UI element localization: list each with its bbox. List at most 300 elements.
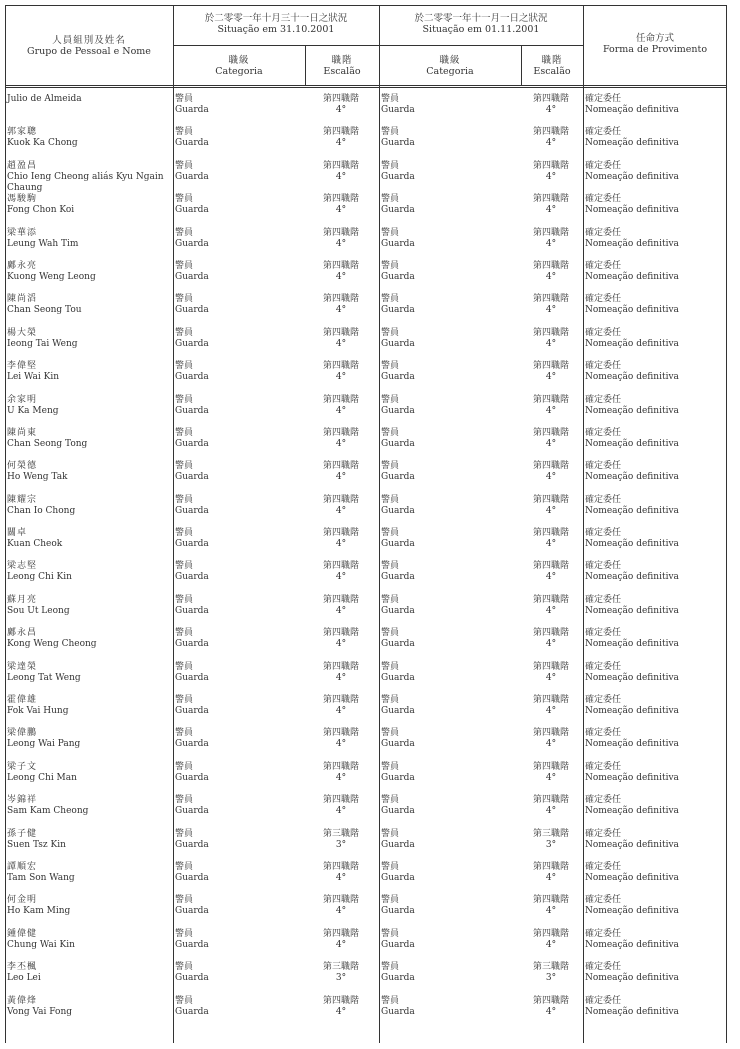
categoria-after-cell: [381, 695, 521, 717]
categoria-pt: Guarda: [175, 205, 209, 216]
name-zh: 楊大榮: [7, 327, 38, 338]
escalao-value: 4°: [335, 405, 347, 416]
name-pt: Suen Tsz Kin: [7, 839, 66, 850]
forma-cell: [585, 996, 725, 1018]
escalao-zh: 第四職階: [322, 294, 359, 305]
escalao-value: 4°: [545, 739, 557, 750]
header-categoria-pt: Categoria: [215, 66, 263, 77]
name-zh: 黃偉烽: [7, 995, 38, 1006]
forma-pt: Nomeação definitiva: [585, 539, 679, 550]
categoria-zh: 警員: [381, 427, 400, 438]
escalao-value: 4°: [335, 539, 347, 550]
categoria-pt: Guarda: [381, 572, 415, 583]
escalao-zh: 第四職階: [532, 895, 569, 906]
forma-cell: [585, 662, 725, 684]
categoria-pt: Guarda: [381, 238, 415, 249]
categoria-zh: 警員: [381, 394, 400, 405]
escalao-zh: 第四職階: [322, 127, 359, 138]
name-zh: 譚順宏: [7, 861, 38, 872]
categoria-pt: Guarda: [381, 639, 415, 650]
escalao-before-cell: [305, 127, 377, 149]
categoria-zh: 警員: [175, 728, 194, 739]
forma-cell: [585, 461, 725, 483]
categoria-zh: 警員: [381, 194, 400, 205]
header-situation-before-pt: Situação em 31.10.2001: [217, 24, 335, 35]
name-cell: [7, 996, 172, 1018]
categoria-after-cell: [381, 294, 521, 316]
forma-cell: [585, 795, 725, 817]
escalao-zh: 第四職階: [532, 260, 569, 271]
categoria-zh: 警員: [175, 327, 194, 338]
escalao-before-cell: [305, 628, 377, 650]
escalao-value: 3°: [545, 839, 557, 850]
categoria-before-cell: [175, 361, 305, 383]
escalao-zh: 第四職階: [532, 795, 569, 806]
name-pt: Chan Seong Tou: [7, 305, 82, 316]
name-cell: [7, 528, 172, 550]
forma-zh: 確定委任: [585, 795, 622, 806]
categoria-pt: Guarda: [175, 639, 209, 650]
escalao-zh: 第四職階: [322, 928, 359, 939]
categoria-pt: Guarda: [175, 305, 209, 316]
name-pt: Chio Ieng Cheong aliás Kyu Ngain Chaung: [7, 171, 164, 193]
categoria-before-cell: [175, 695, 305, 717]
forma-pt: Nomeação definitiva: [585, 906, 679, 917]
name-cell: [7, 561, 172, 583]
name-zh: 陳耀宗: [7, 494, 38, 505]
categoria-before-cell: [175, 728, 305, 750]
forma-zh: 確定委任: [585, 661, 622, 672]
escalao-value: 4°: [545, 672, 557, 683]
escalao-after-cell: [521, 628, 581, 650]
categoria-after-cell: [381, 962, 521, 984]
name-cell: [7, 127, 172, 149]
table-row: [5, 491, 727, 524]
escalao-value: 4°: [545, 305, 557, 316]
categoria-zh: 警員: [175, 127, 194, 138]
categoria-before-cell: [175, 328, 305, 350]
escalao-zh: 第四職階: [532, 628, 569, 639]
categoria-zh: 警員: [175, 461, 194, 472]
escalao-zh: 第四職階: [532, 394, 569, 405]
forma-cell: [585, 728, 725, 750]
categoria-pt: Guarda: [175, 505, 209, 516]
escalao-zh: 第四職階: [322, 594, 359, 605]
escalao-before-cell: [305, 695, 377, 717]
categoria-zh: 警員: [175, 427, 194, 438]
categoria-pt: Guarda: [381, 906, 415, 917]
categoria-pt: Guarda: [175, 872, 209, 883]
name-zh: 陳尚東: [7, 427, 38, 438]
name-cell: [7, 94, 172, 105]
escalao-before-cell: [305, 94, 377, 116]
forma-cell: [585, 762, 725, 784]
escalao-after-cell: [521, 194, 581, 216]
name-pt: Sou Ut Leong: [7, 605, 70, 616]
escalao-before-cell: [305, 194, 377, 216]
categoria-zh: 警員: [175, 194, 194, 205]
name-zh: 郭家聰: [7, 127, 38, 138]
header-categoria-before: [173, 55, 305, 77]
forma-zh: 確定委任: [585, 561, 622, 572]
categoria-zh: 警員: [175, 294, 194, 305]
forma-cell: [585, 895, 725, 917]
categoria-before-cell: [175, 94, 305, 116]
table-row: [5, 190, 727, 223]
table-row: [5, 224, 727, 257]
escalao-zh: 第四職階: [532, 227, 569, 238]
categoria-zh: 警員: [175, 561, 194, 572]
escalao-zh: 第四職階: [322, 394, 359, 405]
name-pt: Chung Wai Kin: [7, 939, 75, 950]
personnel-table: [5, 5, 727, 1043]
categoria-pt: Guarda: [381, 472, 415, 483]
escalao-value: 4°: [545, 372, 557, 383]
name-zh: 陳尚滔: [7, 294, 38, 305]
forma-zh: 確定委任: [585, 628, 622, 639]
escalao-before-cell: [305, 428, 377, 450]
forma-cell: [585, 194, 725, 216]
name-pt: Fong Chon Koi: [7, 205, 75, 216]
header-name-pt: Grupo de Pessoal e Nome: [27, 46, 151, 57]
categoria-zh: 警員: [381, 628, 400, 639]
table-row: [5, 925, 727, 958]
categoria-zh: 警員: [381, 294, 400, 305]
name-cell: [7, 895, 172, 917]
categoria-zh: 警員: [175, 260, 194, 271]
table-row: [5, 691, 727, 724]
forma-cell: [585, 962, 725, 984]
table-row: [5, 457, 727, 490]
categoria-pt: Guarda: [381, 438, 415, 449]
forma-zh: 確定委任: [585, 194, 622, 205]
categoria-after-cell: [381, 127, 521, 149]
categoria-after-cell: [381, 194, 521, 216]
escalao-value: 4°: [335, 1006, 347, 1017]
categoria-pt: Guarda: [381, 305, 415, 316]
forma-cell: [585, 294, 725, 316]
categoria-after-cell: [381, 795, 521, 817]
name-pt: Kuok Ka Chong: [7, 138, 78, 149]
forma-pt: Nomeação definitiva: [585, 271, 679, 282]
categoria-pt: Guarda: [381, 939, 415, 950]
name-zh: 梁子文: [7, 761, 38, 772]
name-zh: 李丕楓: [7, 962, 38, 973]
escalao-zh: 第四職階: [322, 361, 359, 372]
categoria-zh: 警員: [175, 528, 194, 539]
escalao-value: 3°: [335, 839, 347, 850]
categoria-before-cell: [175, 829, 305, 851]
escalao-value: 4°: [335, 238, 347, 249]
categoria-zh: 警員: [175, 828, 194, 839]
categoria-after-cell: [381, 561, 521, 583]
escalao-value: 4°: [335, 271, 347, 282]
escalao-zh: 第四職階: [532, 861, 569, 872]
categoria-zh: 警員: [381, 761, 400, 772]
escalao-zh: 第四職階: [322, 661, 359, 672]
name-zh: 岑錦祥: [7, 795, 38, 806]
header-categoria-zh: 職級: [228, 55, 250, 66]
name-pt: Vong Vai Fong: [7, 1006, 73, 1017]
forma-pt: Nomeação definitiva: [585, 706, 679, 717]
header-name-zh: 人員組別及姓名: [52, 35, 126, 46]
categoria-zh: 警員: [381, 928, 400, 939]
forma-zh: 確定委任: [585, 127, 622, 138]
forma-pt: Nomeação definitiva: [585, 672, 679, 683]
name-cell: [7, 595, 172, 617]
escalao-after-cell: [521, 127, 581, 149]
forma-cell: [585, 94, 725, 116]
forma-cell: [585, 495, 725, 517]
escalao-zh: 第四職階: [532, 594, 569, 605]
escalao-zh: 第四職階: [322, 695, 359, 706]
categoria-pt: Guarda: [175, 706, 209, 717]
escalao-value: 4°: [335, 138, 347, 149]
forma-zh: 確定委任: [585, 861, 622, 872]
escalao-zh: 第四職階: [322, 795, 359, 806]
name-cell: [7, 628, 172, 650]
name-pt: Chan Seong Tong: [7, 438, 88, 449]
name-pt: Julio de Almeida: [7, 94, 82, 104]
escalao-after-cell: [521, 528, 581, 550]
name-cell: [7, 261, 172, 283]
name-cell: [7, 361, 172, 383]
categoria-before-cell: [175, 929, 305, 951]
categoria-pt: Guarda: [175, 238, 209, 249]
escalao-value: 4°: [545, 472, 557, 483]
escalao-before-cell: [305, 495, 377, 517]
forma-zh: 確定委任: [585, 995, 622, 1006]
escalao-value: 4°: [335, 672, 347, 683]
categoria-pt: Guarda: [381, 105, 415, 115]
categoria-pt: Guarda: [175, 539, 209, 550]
escalao-after-cell: [521, 328, 581, 350]
escalao-value: 4°: [545, 772, 557, 783]
escalao-after-cell: [521, 695, 581, 717]
escalao-zh: 第四職階: [532, 160, 569, 171]
escalao-value: 4°: [545, 872, 557, 883]
categoria-pt: Guarda: [175, 372, 209, 383]
categoria-pt: Guarda: [175, 739, 209, 750]
categoria-before-cell: [175, 595, 305, 617]
name-pt: Ho Weng Tak: [7, 472, 68, 483]
categoria-before-cell: [175, 428, 305, 450]
escalao-value: 4°: [335, 806, 347, 817]
escalao-value: 4°: [545, 906, 557, 917]
categoria-after-cell: [381, 628, 521, 650]
table-row: [5, 992, 727, 1025]
name-pt: Ho Kam Ming: [7, 906, 71, 917]
header-situation-after-zh: 於二零零一年十一月一日之狀況: [414, 13, 548, 24]
name-zh: 鍾偉健: [7, 928, 38, 939]
escalao-value: 4°: [335, 438, 347, 449]
name-cell: [7, 428, 172, 450]
categoria-pt: Guarda: [175, 438, 209, 449]
forma-zh: 確定委任: [585, 962, 622, 973]
escalao-value: 4°: [545, 706, 557, 717]
categoria-zh: 警員: [381, 561, 400, 572]
forma-cell: [585, 628, 725, 650]
table-row: [5, 290, 727, 323]
name-cell: [7, 294, 172, 316]
table-header: [5, 5, 727, 85]
name-zh: 霍偉雄: [7, 695, 38, 706]
categoria-before-cell: [175, 662, 305, 684]
forma-cell: [585, 528, 725, 550]
categoria-zh: 警員: [175, 160, 194, 171]
table-row: [5, 424, 727, 457]
categoria-before-cell: [175, 762, 305, 784]
name-zh: 何金明: [7, 895, 38, 906]
escalao-value: 4°: [335, 872, 347, 883]
header-categoria-pt: Categoria: [426, 66, 474, 77]
forma-pt: Nomeação definitiva: [585, 939, 679, 950]
escalao-after-cell: [521, 94, 581, 116]
forma-zh: 確定委任: [585, 895, 622, 906]
name-cell: [7, 762, 172, 784]
escalao-before-cell: [305, 461, 377, 483]
table-body: [5, 90, 727, 1025]
escalao-zh: 第四職階: [322, 761, 359, 772]
name-pt: Leo Lei: [7, 973, 41, 984]
categoria-after-cell: [381, 862, 521, 884]
categoria-zh: 警員: [175, 494, 194, 505]
table-row: [5, 791, 727, 824]
categoria-pt: Guarda: [175, 105, 209, 115]
escalao-zh: 第四職階: [532, 494, 569, 505]
categoria-zh: 警員: [381, 494, 400, 505]
name-pt: Ieong Tai Weng: [7, 338, 78, 349]
name-zh: 梁華添: [7, 227, 38, 238]
categoria-after-cell: [381, 228, 521, 250]
escalao-zh: 第四職階: [322, 94, 359, 104]
forma-cell: [585, 361, 725, 383]
escalao-before-cell: [305, 929, 377, 951]
escalao-value: 3°: [335, 973, 347, 984]
name-cell: [7, 662, 172, 684]
escalao-zh: 第四職階: [532, 661, 569, 672]
categoria-pt: Guarda: [175, 973, 209, 984]
escalao-before-cell: [305, 862, 377, 884]
name-pt: Kuan Cheok: [7, 539, 63, 550]
name-cell: [7, 395, 172, 417]
table-row: [5, 391, 727, 424]
categoria-zh: 警員: [381, 361, 400, 372]
escalao-after-cell: [521, 361, 581, 383]
categoria-after-cell: [381, 261, 521, 283]
forma-pt: Nomeação definitiva: [585, 806, 679, 817]
categoria-zh: 警員: [381, 227, 400, 238]
name-pt: Leong Chi Kin: [7, 572, 72, 583]
name-pt: Leong Chi Man: [7, 772, 77, 783]
escalao-value: 4°: [335, 639, 347, 650]
categoria-pt: Guarda: [175, 772, 209, 783]
categoria-zh: 警員: [175, 861, 194, 872]
name-zh: 李偉堅: [7, 361, 38, 372]
categoria-zh: 警員: [381, 461, 400, 472]
forma-pt: Nomeação definitiva: [585, 238, 679, 249]
categoria-pt: Guarda: [381, 539, 415, 550]
name-pt: Leung Wah Tim: [7, 238, 79, 249]
categoria-zh: 警員: [381, 962, 400, 973]
forma-cell: [585, 929, 725, 951]
escalao-value: 4°: [545, 939, 557, 950]
forma-pt: Nomeação definitiva: [585, 739, 679, 750]
escalao-value: 4°: [335, 105, 347, 115]
categoria-after-cell: [381, 428, 521, 450]
forma-pt: Nomeação definitiva: [585, 205, 679, 216]
escalao-zh: 第四職階: [322, 427, 359, 438]
escalao-zh: 第四職階: [532, 327, 569, 338]
categoria-before-cell: [175, 996, 305, 1018]
header-categoria-after: [379, 55, 521, 77]
categoria-after-cell: [381, 996, 521, 1018]
categoria-pt: Guarda: [175, 605, 209, 616]
categoria-zh: 警員: [381, 260, 400, 271]
escalao-before-cell: [305, 595, 377, 617]
name-cell: [7, 228, 172, 250]
forma-pt: Nomeação definitiva: [585, 372, 679, 383]
table-row: [5, 357, 727, 390]
header-escalao-pt: Escalão: [323, 66, 361, 77]
escalao-zh: 第三職階: [322, 962, 359, 973]
forma-pt: Nomeação definitiva: [585, 505, 679, 516]
categoria-zh: 警員: [175, 94, 194, 104]
name-cell: [7, 962, 172, 984]
header-double-rule: [5, 85, 727, 88]
forma-zh: 確定委任: [585, 695, 622, 706]
escalao-after-cell: [521, 795, 581, 817]
categoria-pt: Guarda: [381, 973, 415, 984]
categoria-pt: Guarda: [175, 572, 209, 583]
name-pt: Fok Vai Hung: [7, 706, 69, 717]
escalao-zh: 第四職階: [322, 628, 359, 639]
categoria-zh: 警員: [381, 327, 400, 338]
escalao-before-cell: [305, 728, 377, 750]
forma-pt: Nomeação definitiva: [585, 438, 679, 449]
escalao-value: 4°: [545, 505, 557, 516]
escalao-after-cell: [521, 261, 581, 283]
categoria-after-cell: [381, 662, 521, 684]
name-pt: U Ka Meng: [7, 405, 59, 416]
categoria-after-cell: [381, 361, 521, 383]
escalao-after-cell: [521, 395, 581, 417]
categoria-before-cell: [175, 495, 305, 517]
categoria-before-cell: [175, 228, 305, 250]
categoria-after-cell: [381, 461, 521, 483]
name-pt: Leong Wai Pang: [7, 739, 81, 750]
name-cell: [7, 495, 172, 517]
escalao-after-cell: [521, 595, 581, 617]
categoria-after-cell: [381, 395, 521, 417]
categoria-pt: Guarda: [381, 839, 415, 850]
categoria-before-cell: [175, 395, 305, 417]
escalao-zh: 第四職階: [322, 528, 359, 539]
escalao-zh: 第四職階: [532, 294, 569, 305]
categoria-pt: Guarda: [381, 772, 415, 783]
escalao-before-cell: [305, 161, 377, 183]
table-row: [5, 123, 727, 156]
name-cell: [7, 795, 172, 817]
table-row: [5, 324, 727, 357]
categoria-zh: 警員: [175, 628, 194, 639]
name-pt: Chan Io Chong: [7, 505, 76, 516]
table-row: [5, 825, 727, 858]
escalao-value: 4°: [545, 438, 557, 449]
categoria-after-cell: [381, 328, 521, 350]
forma-zh: 確定委任: [585, 928, 622, 939]
escalao-before-cell: [305, 294, 377, 316]
